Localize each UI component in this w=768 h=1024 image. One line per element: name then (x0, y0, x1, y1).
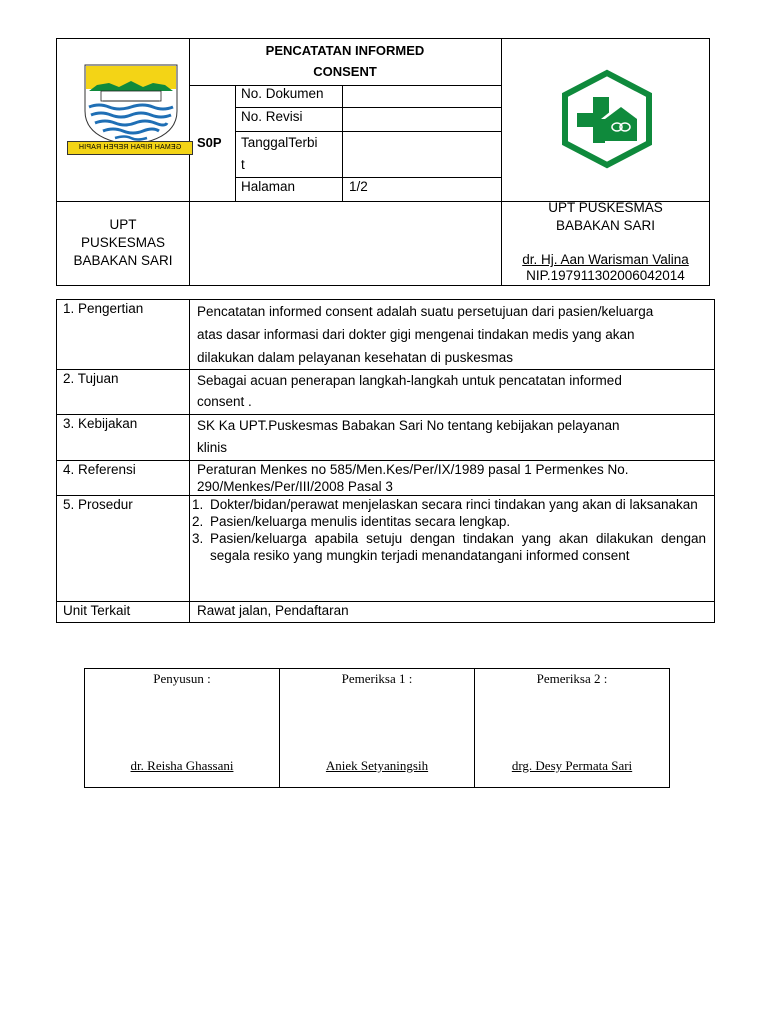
head-name (501, 251, 710, 268)
row-label: 3. Kebijakan (57, 415, 190, 461)
content-line: atas dasar informasi dari dokter gigi mengenai tindakan medis yang akan (197, 327, 635, 342)
signature-name: drg. Desy Permata Sari (511, 758, 633, 773)
content-line: klinis (197, 440, 228, 455)
signature-name: dr. Reisha Ghassani (130, 758, 234, 773)
procedure-text: Dokter/bidan/perawat menjelaskan secara rinci tindakan yang akan di laksanakan (210, 497, 698, 512)
org-right-line-1: UPT PUSKESMAS (548, 200, 663, 215)
row-label: 4. Referensi (57, 461, 190, 496)
procedure-item (192, 530, 706, 564)
procedure-text: Pasien/keluarga apabila setuju dengan tindakan yang akan dilakukan dengan segala resiko yang mungkin terjadi menandatangani informed consent (210, 531, 706, 563)
document-header (56, 38, 710, 286)
signature-title: Penyusun : (153, 671, 211, 686)
field-label-no-revisi: No. Revisi (241, 109, 303, 124)
table-row (57, 496, 715, 602)
table-row (57, 300, 715, 370)
row-content (190, 415, 715, 461)
field-value-halaman: 1/2 (349, 179, 368, 194)
sop-label: S0P (197, 135, 222, 150)
row-content: Rawat jalan, Pendaftaran (190, 602, 715, 623)
procedure-number: 1. (192, 497, 204, 512)
table-row (57, 370, 715, 415)
field-label-halaman: Halaman (241, 179, 296, 194)
procedure-item (192, 513, 706, 530)
row-label: Unit Terkait (57, 602, 190, 623)
procedure-list (190, 496, 715, 602)
field-label-no-dokumen: No. Dokumen (241, 86, 324, 101)
crest-logo (79, 61, 183, 157)
procedure-item (192, 496, 706, 513)
title-line-2: CONSENT (313, 64, 377, 79)
signature-name: Aniek Setyaningsih (325, 758, 429, 773)
table-row (57, 602, 715, 623)
procedure-text: Pasien/keluarga menulis identitas secara lengkap. (210, 514, 511, 529)
org-right-line-2: BABAKAN SARI (555, 218, 656, 233)
procedure-number: 3. (192, 531, 204, 546)
content-line: 290/Menkes/Per/III/2008 Pasal 3 (197, 479, 393, 494)
signature-row (85, 669, 670, 788)
signature-cell-pemeriksa-1 (280, 669, 475, 788)
content-line: Sebagai acuan penerapan langkah-langkah untuk pencatatan informed (197, 373, 622, 388)
signature-title: Pemeriksa 1 : (341, 671, 413, 686)
content-line: dilakukan dalam pelayanan kesehatan di puskesmas (197, 350, 513, 365)
head-nip: NIP.197911302006042014 (526, 268, 685, 283)
row-label: 2. Tujuan (57, 370, 190, 415)
signature-table (84, 668, 670, 788)
document-title (189, 39, 501, 82)
title-line-1: PENCATATAN INFORMED (265, 43, 425, 58)
org-name-left (57, 216, 189, 270)
signature-cell-penyusun (85, 669, 280, 788)
table-row (57, 415, 715, 461)
puskesmas-logo-icon (557, 69, 657, 169)
field-label-tanggal-terbit (241, 132, 318, 176)
head-name-text: dr. Hj. Aan Warisman Valina (522, 252, 689, 267)
puskesmas-logo (557, 69, 657, 169)
row-label: 1. Pengertian (57, 300, 190, 370)
content-line: SK Ka UPT.Puskesmas Babakan Sari No tentang kebijakan pelayanan (197, 418, 620, 433)
procedure-number: 2. (192, 514, 204, 529)
org-name-right (501, 199, 710, 235)
row-content (190, 300, 715, 370)
row-content (190, 370, 715, 415)
content-line: Pencatatan informed consent adalah suatu persetujuan dari pasien/keluarga (197, 304, 654, 319)
org-left-line-3: BABAKAN SARI (73, 253, 173, 268)
sop-content-table (56, 299, 715, 623)
crest-motto: GEMAH RIPAH REPEH RAPIH (78, 144, 182, 151)
signature-cell-pemeriksa-2 (475, 669, 670, 788)
tanggal-line-2: t (241, 157, 245, 172)
row-label: 5. Prosedur (57, 496, 190, 602)
org-left-line-1: UPT (109, 217, 137, 232)
crest-motto-banner (67, 141, 193, 155)
tanggal-line-1: TanggalTerbi (241, 135, 318, 150)
row-content (190, 461, 715, 496)
content-line: consent . (197, 394, 252, 409)
signature-title: Pemeriksa 2 : (536, 671, 608, 686)
org-left-line-2: PUSKESMAS (80, 235, 166, 250)
content-line: Peraturan Menkes no 585/Men.Kes/Per/IX/1989 pasal 1 Permenkes No. (197, 462, 629, 477)
table-row (57, 461, 715, 496)
